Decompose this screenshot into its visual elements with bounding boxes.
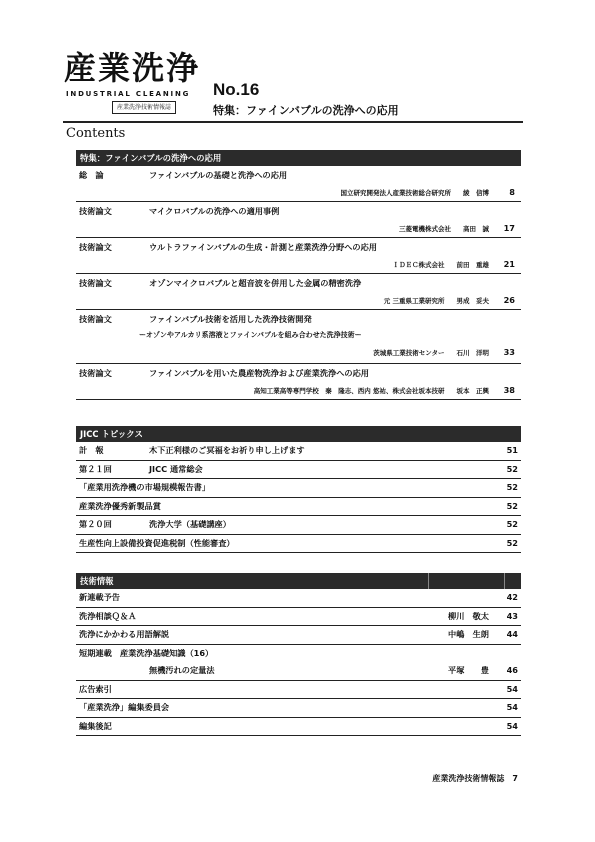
row-page: 46 (506, 665, 518, 675)
row-page: 52 (506, 537, 518, 548)
toc-row[interactable] (76, 681, 521, 700)
feature-section-heading: 特集：ファインバブルの洗浄への応用 (76, 150, 521, 166)
toc-article[interactable] (76, 238, 521, 274)
heading-divider (504, 573, 505, 589)
tech-section-title: 技術情報 (80, 576, 114, 586)
row-page: 52 (506, 463, 518, 474)
toc-row[interactable] (76, 461, 521, 480)
article-page: 26 (503, 295, 515, 305)
article-type: 技術論文 (79, 368, 112, 378)
row-page: 52 (506, 500, 518, 511)
article-type: 技術論文 (79, 206, 112, 216)
row-label: 広告索引 (79, 683, 112, 694)
page-footer: 産業洗浄技術情報誌 7 (432, 774, 518, 783)
article-org: 茨城県工業技術センター (373, 349, 445, 357)
article-title: マイクロバブルの洗浄への適用事例 (149, 206, 280, 216)
row-author: 平塚 豊 (448, 665, 489, 675)
toc-row[interactable] (76, 699, 521, 718)
toc-row[interactable] (76, 662, 521, 681)
article-org: 三菱電機株式会社 (399, 225, 451, 233)
article-author: 男成 妥夫 (456, 297, 489, 305)
article-title: ウルトラファインバブルの生成・計測と産業洗浄分野への応用 (149, 242, 377, 252)
row-page: 42 (506, 592, 518, 602)
article-page: 38 (503, 385, 515, 395)
row-page: 54 (506, 702, 518, 712)
toc-row[interactable] (76, 589, 521, 608)
toc-row[interactable] (76, 442, 521, 461)
article-author: 高田 誠 (463, 225, 489, 233)
toc-row[interactable] (76, 718, 521, 737)
row-title: 洗浄大学（基礎講座） (149, 519, 231, 529)
row-page: 52 (506, 482, 518, 492)
row-title: 木下正利様のご冥福をお祈り申し上げます (149, 445, 305, 455)
article-author: 坂本 正興 (456, 387, 489, 395)
article-page: 17 (503, 223, 515, 233)
toc-row-series (76, 645, 521, 663)
article-org: 高知工業高等専門学校 秦 隆志、西内 悠祐、株式会社坂本技研 (253, 387, 445, 395)
article-type: 技術論文 (79, 314, 112, 324)
article-author: 前田 重雄 (456, 261, 489, 269)
row-label: 洗浄にかかわる用語解説 (79, 629, 170, 639)
row-label: 「産業用洗浄機の市場規模報告書」 (79, 482, 211, 492)
heading-divider (428, 573, 429, 589)
row-label: 「産業洗浄」編集委員会 (79, 702, 170, 712)
toc-row[interactable] (76, 535, 521, 554)
article-page: 21 (503, 259, 515, 269)
article-title: オゾンマイクロバブルと超音波を併用した金属の精密洗浄 (149, 278, 362, 288)
row-page: 54 (506, 720, 518, 731)
row-label: 産業洗浄優秀新製品賞 (79, 500, 161, 511)
magazine-logo: 産業洗浄 (64, 49, 201, 87)
article-subtitle: ーオゾンやアルカリ系溶液とファインバブルを組み合わせた洗浄技術ー (139, 331, 362, 339)
toc-article[interactable] (76, 166, 521, 202)
row-label: 編集後記 (79, 720, 112, 731)
row-page: 44 (506, 629, 518, 639)
issue-feature-title: 特集：ファインバブルの洗浄への応用 (213, 104, 399, 117)
row-label: 計 報 (79, 445, 104, 455)
article-title: ファインバブルの基礎と洗浄への応用 (149, 170, 288, 180)
toc-article[interactable] (76, 202, 521, 238)
row-label: 洗浄相談Ｑ＆Ａ (79, 610, 137, 621)
toc-row[interactable] (76, 608, 521, 627)
article-title: ファインバブル技術を活用した洗浄技術開発 (149, 314, 312, 324)
tech-section (76, 573, 521, 736)
article-org: 国立研究開発法人産業技術総合研究所 (340, 189, 451, 197)
article-org: ＩＤＥＣ株式会社 (392, 261, 445, 269)
header-rule (63, 121, 523, 123)
jicc-section-heading: JICC トピックス (76, 426, 521, 442)
toc-row[interactable] (76, 516, 521, 535)
jicc-section (76, 426, 521, 553)
row-title: JICC 通常総会 (149, 463, 203, 474)
row-label: 無機汚れの定量法 (149, 665, 215, 675)
row-label: 短期連載 産業洗浄基礎知識（16） (79, 647, 214, 658)
row-page: 54 (506, 683, 518, 694)
row-label: 第２１回 (79, 463, 112, 474)
toc-row[interactable] (76, 498, 521, 517)
row-page: 52 (506, 519, 518, 529)
row-page: 51 (506, 445, 518, 455)
article-author: 綾 信博 (463, 189, 489, 197)
row-label: 第２０回 (79, 519, 112, 529)
article-title: ファインバブルを用いた農産物洗浄および産業洗浄への応用 (149, 368, 369, 378)
toc-article[interactable] (76, 310, 521, 364)
toc-article[interactable] (76, 274, 521, 310)
issue-number: No.16 (213, 80, 260, 99)
row-author: 中嶋 生朗 (448, 629, 489, 639)
magazine-subtitle: 産業洗浄技術情報誌 (112, 101, 176, 114)
magazine-logo-english: INDUSTRIAL CLEANING (66, 90, 191, 98)
article-page: 8 (509, 187, 515, 197)
row-page: 43 (506, 610, 518, 621)
tech-section-heading (76, 573, 521, 589)
row-label: 新連載予告 (79, 592, 120, 602)
article-org: 元 三重県工業研究所 (383, 297, 445, 305)
toc-row[interactable] (76, 479, 521, 498)
toc-row[interactable] (76, 626, 521, 645)
row-label: 生産性向上設備投資促進税制（性能審査） (79, 537, 235, 548)
row-author: 柳川 敬太 (448, 610, 489, 621)
feature-section (76, 150, 521, 400)
article-type: 技術論文 (79, 278, 112, 288)
toc-article[interactable] (76, 364, 521, 400)
article-type: 技術論文 (79, 242, 112, 252)
article-type: 総 論 (79, 170, 104, 180)
contents-heading: Contents (66, 126, 126, 141)
article-page: 33 (503, 347, 515, 357)
article-author: 石川 洋明 (456, 349, 489, 357)
